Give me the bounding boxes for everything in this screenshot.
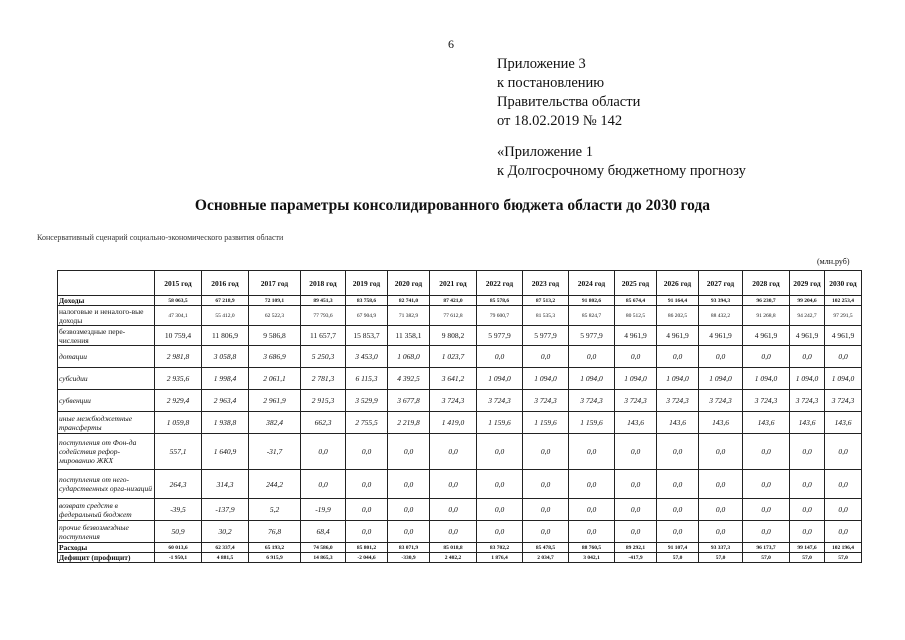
- table-row: [58, 434, 862, 470]
- year-header: 2024 год: [569, 271, 615, 296]
- value-cell: 4 392,5: [388, 368, 430, 390]
- value-cell: 91 107,4: [657, 543, 699, 553]
- year-header: 2021 год: [430, 271, 477, 296]
- value-cell: 6 115,3: [346, 368, 388, 390]
- value-cell: 0,0: [477, 499, 523, 521]
- value-cell: 5 977,9: [569, 326, 615, 346]
- value-cell: 0,0: [615, 499, 657, 521]
- row-label: дотации: [58, 346, 155, 368]
- appendix-line: Приложение 3: [497, 56, 586, 72]
- value-cell: 0,0: [346, 470, 388, 499]
- value-cell: 0,0: [388, 499, 430, 521]
- row-label: прочие безвозмездные поступления: [58, 521, 155, 543]
- table-row: [58, 470, 862, 499]
- value-cell: 1 159,6: [477, 412, 523, 434]
- value-cell: 1 094,0: [657, 368, 699, 390]
- table-row: [58, 553, 862, 563]
- value-cell: 1 094,0: [699, 368, 743, 390]
- value-cell: 0,0: [430, 521, 477, 543]
- value-cell: 83 071,9: [388, 543, 430, 553]
- value-cell: 58 063,5: [155, 296, 202, 306]
- value-cell: 1 159,6: [523, 412, 569, 434]
- value-cell: 0,0: [301, 470, 346, 499]
- value-cell: 3 686,9: [249, 346, 301, 368]
- value-cell: 4 961,9: [743, 326, 790, 346]
- value-cell: 0,0: [790, 521, 825, 543]
- value-cell: 89 292,1: [615, 543, 657, 553]
- value-cell: 4 961,9: [615, 326, 657, 346]
- value-cell: 0,0: [699, 346, 743, 368]
- value-cell: 0,0: [569, 434, 615, 470]
- value-cell: 1 094,0: [743, 368, 790, 390]
- value-cell: 1 159,6: [569, 412, 615, 434]
- value-cell: -330,9: [388, 553, 430, 563]
- value-cell: 102 196,4: [825, 543, 862, 553]
- row-label: субсидии: [58, 368, 155, 390]
- value-cell: 83 702,2: [477, 543, 523, 553]
- value-cell: 0,0: [657, 470, 699, 499]
- row-label: Расходы: [58, 543, 155, 553]
- value-cell: 0,0: [743, 499, 790, 521]
- value-cell: 0,0: [615, 434, 657, 470]
- value-cell: 88 760,5: [569, 543, 615, 553]
- value-cell: 0,0: [743, 521, 790, 543]
- value-cell: 11 657,7: [301, 326, 346, 346]
- value-cell: 3 641,2: [430, 368, 477, 390]
- value-cell: 143,6: [657, 412, 699, 434]
- value-cell: 50,9: [155, 521, 202, 543]
- value-cell: 60 013,6: [155, 543, 202, 553]
- value-cell: 382,4: [249, 412, 301, 434]
- value-cell: 93 394,3: [699, 296, 743, 306]
- value-cell: 1 059,8: [155, 412, 202, 434]
- value-cell: 0,0: [657, 499, 699, 521]
- value-cell: 91 164,4: [657, 296, 699, 306]
- value-cell: 143,6: [790, 412, 825, 434]
- value-cell: 0,0: [388, 434, 430, 470]
- value-cell: 99 204,6: [790, 296, 825, 306]
- value-cell: 0,0: [825, 434, 862, 470]
- value-cell: 264,3: [155, 470, 202, 499]
- value-cell: 96 173,7: [743, 543, 790, 553]
- value-cell: 0,0: [569, 346, 615, 368]
- value-cell: 62 337,4: [202, 543, 249, 553]
- value-cell: 3 724,3: [790, 390, 825, 412]
- value-cell: 0,0: [615, 346, 657, 368]
- value-cell: -31,7: [249, 434, 301, 470]
- value-cell: 0,0: [790, 470, 825, 499]
- value-cell: -39,5: [155, 499, 202, 521]
- value-cell: 0,0: [346, 521, 388, 543]
- value-cell: -1 950,1: [155, 553, 202, 563]
- value-cell: 55 412,0: [202, 306, 249, 326]
- value-cell: 0,0: [477, 346, 523, 368]
- value-cell: 2 981,8: [155, 346, 202, 368]
- value-cell: 14 865,3: [301, 553, 346, 563]
- value-cell: 1 094,0: [523, 368, 569, 390]
- value-cell: 2 961,9: [249, 390, 301, 412]
- value-cell: 87 513,2: [523, 296, 569, 306]
- value-cell: 1 419,0: [430, 412, 477, 434]
- value-cell: 2 061,1: [249, 368, 301, 390]
- table-row: [58, 521, 862, 543]
- value-cell: 314,3: [202, 470, 249, 499]
- value-cell: 85 018,8: [430, 543, 477, 553]
- value-cell: 11 806,9: [202, 326, 249, 346]
- value-cell: 3 724,3: [430, 390, 477, 412]
- year-header: 2023 год: [523, 271, 569, 296]
- value-cell: 143,6: [615, 412, 657, 434]
- value-cell: 1 998,4: [202, 368, 249, 390]
- value-cell: 3 724,3: [569, 390, 615, 412]
- value-cell: 3 042,1: [569, 553, 615, 563]
- value-cell: 3 677,8: [388, 390, 430, 412]
- value-cell: 96 230,7: [743, 296, 790, 306]
- row-label: налоговые и неналого-вые доходы: [58, 306, 155, 326]
- value-cell: 0,0: [569, 499, 615, 521]
- value-cell: 85 674,4: [615, 296, 657, 306]
- value-cell: -19,9: [301, 499, 346, 521]
- value-cell: 47 304,1: [155, 306, 202, 326]
- value-cell: 5 250,3: [301, 346, 346, 368]
- value-cell: 88 432,2: [699, 306, 743, 326]
- value-cell: 102 253,4: [825, 296, 862, 306]
- value-cell: 0,0: [430, 470, 477, 499]
- value-cell: 0,0: [825, 346, 862, 368]
- row-label: Доходы: [58, 296, 155, 306]
- value-cell: 15 853,7: [346, 326, 388, 346]
- value-cell: 0,0: [743, 434, 790, 470]
- value-cell: 72 109,1: [249, 296, 301, 306]
- value-cell: 4 881,5: [202, 553, 249, 563]
- appendix-line: Правительства области: [497, 94, 641, 110]
- value-cell: 4 961,9: [790, 326, 825, 346]
- appendix-line: к постановлению: [497, 75, 605, 91]
- value-cell: 0,0: [477, 470, 523, 499]
- value-cell: 0,0: [346, 434, 388, 470]
- value-cell: 85 578,6: [477, 296, 523, 306]
- value-cell: -137,9: [202, 499, 249, 521]
- value-cell: 3 058,8: [202, 346, 249, 368]
- value-cell: 2 963,4: [202, 390, 249, 412]
- row-label: возврат средств в федеральный бюджет: [58, 499, 155, 521]
- year-header: 2028 год: [743, 271, 790, 296]
- value-cell: 1 068,0: [388, 346, 430, 368]
- value-cell: 0,0: [523, 499, 569, 521]
- value-cell: 0,0: [569, 470, 615, 499]
- value-cell: 9 808,2: [430, 326, 477, 346]
- value-cell: 0,0: [346, 499, 388, 521]
- document-title: Основные параметры консолидированного бюджета области до 2030 года: [194, 197, 711, 214]
- appendix-line: от 18.02.2019 № 142: [497, 113, 623, 129]
- value-cell: 97 291,5: [825, 306, 862, 326]
- value-cell: 91 268,8: [743, 306, 790, 326]
- table-row: [58, 499, 862, 521]
- value-cell: 62 522,3: [249, 306, 301, 326]
- value-cell: 85 478,5: [523, 543, 569, 553]
- table-row: [58, 543, 862, 553]
- table-row: [58, 326, 862, 346]
- value-cell: 93 337,3: [699, 543, 743, 553]
- year-header: 2018 год: [301, 271, 346, 296]
- value-cell: 0,0: [477, 521, 523, 543]
- value-cell: -2 044,6: [346, 553, 388, 563]
- appendix-reference: [497, 143, 746, 181]
- year-header: 2017 год: [249, 271, 301, 296]
- value-cell: 99 147,6: [790, 543, 825, 553]
- value-cell: 77 612,8: [430, 306, 477, 326]
- value-cell: 0,0: [825, 470, 862, 499]
- value-cell: 0,0: [790, 346, 825, 368]
- value-cell: 57,0: [790, 553, 825, 563]
- year-header: 2030 год: [825, 271, 862, 296]
- value-cell: 1 094,0: [477, 368, 523, 390]
- value-cell: 5,2: [249, 499, 301, 521]
- value-cell: 85 824,7: [569, 306, 615, 326]
- value-cell: 89 451,3: [301, 296, 346, 306]
- value-cell: 80 512,5: [615, 306, 657, 326]
- year-header: 2029 год: [790, 271, 825, 296]
- value-cell: 6 915,9: [249, 553, 301, 563]
- value-cell: 3 453,0: [346, 346, 388, 368]
- value-cell: 57,0: [657, 553, 699, 563]
- row-label: поступления от него-сударственных орга-низаций: [58, 470, 155, 499]
- value-cell: 1 094,0: [569, 368, 615, 390]
- value-cell: 244,2: [249, 470, 301, 499]
- value-cell: 0,0: [699, 470, 743, 499]
- value-cell: 3 724,3: [699, 390, 743, 412]
- value-cell: 0,0: [388, 470, 430, 499]
- value-cell: 0,0: [743, 470, 790, 499]
- value-cell: 0,0: [569, 521, 615, 543]
- value-cell: 2 915,3: [301, 390, 346, 412]
- value-cell: 77 793,6: [301, 306, 346, 326]
- value-cell: 4 961,9: [699, 326, 743, 346]
- scenario-caption: Консервативный сценарий социально-экономического развития области: [37, 233, 284, 242]
- value-cell: 82 741,0: [388, 296, 430, 306]
- value-cell: 3 724,3: [825, 390, 862, 412]
- year-header: 2016 год: [202, 271, 249, 296]
- value-cell: 79 600,7: [477, 306, 523, 326]
- value-cell: 1 640,9: [202, 434, 249, 470]
- value-cell: 68,4: [301, 521, 346, 543]
- value-cell: 71 382,9: [388, 306, 430, 326]
- value-cell: 0,0: [790, 499, 825, 521]
- row-label: поступления от Фон-да содействия рефор-мированию ЖКХ: [58, 434, 155, 470]
- year-header: 2020 год: [388, 271, 430, 296]
- appendix-ref-line: к Долгосрочному бюджетному прогнозу: [497, 163, 746, 179]
- value-cell: 94 242,7: [790, 306, 825, 326]
- value-cell: 662,3: [301, 412, 346, 434]
- value-cell: 0,0: [657, 346, 699, 368]
- year-header: 2027 год: [699, 271, 743, 296]
- year-header: 2022 год: [477, 271, 523, 296]
- value-cell: 0,0: [388, 521, 430, 543]
- value-cell: 11 358,1: [388, 326, 430, 346]
- value-cell: 2 034,7: [523, 553, 569, 563]
- value-cell: 0,0: [699, 434, 743, 470]
- budget-table: [57, 270, 862, 563]
- value-cell: 67 218,9: [202, 296, 249, 306]
- value-cell: 85 801,2: [346, 543, 388, 553]
- page-number: 6: [448, 37, 454, 51]
- value-cell: 3 724,3: [657, 390, 699, 412]
- value-cell: 0,0: [477, 434, 523, 470]
- value-cell: 67 904,9: [346, 306, 388, 326]
- year-header: 2026 год: [657, 271, 699, 296]
- value-cell: 10 759,4: [155, 326, 202, 346]
- value-cell: 4 961,9: [657, 326, 699, 346]
- value-cell: 2 781,3: [301, 368, 346, 390]
- table-row: [58, 368, 862, 390]
- value-cell: 65 193,2: [249, 543, 301, 553]
- year-header: 2025 год: [615, 271, 657, 296]
- appendix-header: [497, 55, 640, 131]
- value-cell: 3 724,3: [743, 390, 790, 412]
- value-cell: 3 724,3: [477, 390, 523, 412]
- value-cell: 0,0: [699, 499, 743, 521]
- value-cell: 0,0: [523, 434, 569, 470]
- value-cell: 1 938,8: [202, 412, 249, 434]
- table-row: [58, 306, 862, 326]
- row-label: безвозмездные пере-числения: [58, 326, 155, 346]
- value-cell: 1 094,0: [615, 368, 657, 390]
- value-cell: 0,0: [657, 521, 699, 543]
- value-cell: 3 724,3: [615, 390, 657, 412]
- value-cell: 0,0: [301, 434, 346, 470]
- value-cell: 557,1: [155, 434, 202, 470]
- value-cell: 143,6: [699, 412, 743, 434]
- year-header: 2015 год: [155, 271, 202, 296]
- value-cell: 3 724,3: [523, 390, 569, 412]
- value-cell: 2 755,5: [346, 412, 388, 434]
- value-cell: 57,0: [743, 553, 790, 563]
- table-row: [58, 296, 862, 306]
- value-cell: 0,0: [523, 470, 569, 499]
- value-cell: 86 202,5: [657, 306, 699, 326]
- value-cell: 0,0: [430, 499, 477, 521]
- value-cell: 0,0: [699, 521, 743, 543]
- value-cell: 0,0: [615, 521, 657, 543]
- value-cell: 81 535,3: [523, 306, 569, 326]
- value-cell: 143,6: [825, 412, 862, 434]
- value-cell: 5 977,9: [523, 326, 569, 346]
- appendix-ref-line: «Приложение 1: [497, 144, 593, 160]
- year-header: 2019 год: [346, 271, 388, 296]
- value-cell: 2 402,2: [430, 553, 477, 563]
- value-cell: 0,0: [743, 346, 790, 368]
- row-label: Дефицит (профицит): [58, 553, 155, 563]
- table-row: [58, 346, 862, 368]
- value-cell: 0,0: [790, 434, 825, 470]
- header-blank-cell: [58, 271, 155, 296]
- value-cell: 0,0: [430, 434, 477, 470]
- value-cell: 57,0: [825, 553, 862, 563]
- value-cell: 5 977,9: [477, 326, 523, 346]
- value-cell: 0,0: [825, 521, 862, 543]
- value-cell: 2 929,4: [155, 390, 202, 412]
- value-cell: 74 586,0: [301, 543, 346, 553]
- value-cell: -417,9: [615, 553, 657, 563]
- value-cell: 3 529,9: [346, 390, 388, 412]
- row-label: иные межбюджетные трансферты: [58, 412, 155, 434]
- value-cell: 2 219,8: [388, 412, 430, 434]
- value-cell: 57,0: [699, 553, 743, 563]
- value-cell: 0,0: [825, 499, 862, 521]
- value-cell: 4 961,9: [825, 326, 862, 346]
- value-cell: 1 094,0: [825, 368, 862, 390]
- units-label: (млн.руб): [817, 257, 850, 266]
- value-cell: 0,0: [615, 470, 657, 499]
- value-cell: 1 876,4: [477, 553, 523, 563]
- table-row: [58, 390, 862, 412]
- table-header-row: [58, 271, 862, 296]
- value-cell: 83 758,6: [346, 296, 388, 306]
- value-cell: 9 586,8: [249, 326, 301, 346]
- row-label: субвенции: [58, 390, 155, 412]
- value-cell: 1 094,0: [790, 368, 825, 390]
- value-cell: 1 023,7: [430, 346, 477, 368]
- value-cell: 91 802,6: [569, 296, 615, 306]
- value-cell: 0,0: [657, 434, 699, 470]
- value-cell: 143,6: [743, 412, 790, 434]
- value-cell: 2 935,6: [155, 368, 202, 390]
- value-cell: 87 421,0: [430, 296, 477, 306]
- value-cell: 30,2: [202, 521, 249, 543]
- table-row: [58, 412, 862, 434]
- value-cell: 0,0: [523, 521, 569, 543]
- value-cell: 76,8: [249, 521, 301, 543]
- value-cell: 0,0: [523, 346, 569, 368]
